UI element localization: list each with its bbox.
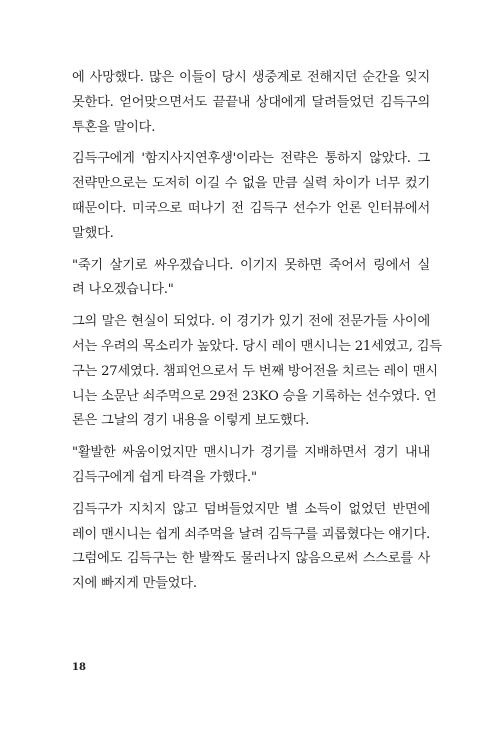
text-line: 못한다. 얻어맞으면서도 끝끝내 상대에게 달려들었던 김득구의 — [72, 94, 430, 110]
text-line: 구는 27세였다. 챔피언으로서 두 번째 방어전을 치르는 레이 맨시 — [72, 363, 438, 379]
text-line: 김득구가 지치지 않고 덤벼들었지만 별 소득이 없었던 반면에 — [72, 501, 430, 517]
page-number: 18 — [72, 662, 86, 673]
text-line: "죽기 살기로 싸우겠습니다. 이기지 못하면 죽어서 링에서 실 — [72, 257, 430, 273]
text-line: 전략만으로는 도저히 이길 수 없을 만큼 실력 차이가 너무 컸기 — [72, 176, 430, 192]
text-line: 그의 말은 현실이 되었다. 이 경기가 있기 전에 전문가들 사이에 — [72, 314, 430, 330]
text-line: 때문이다. 미국으로 떠나기 전 김득구 선수가 언론 인터뷰에서 — [72, 200, 430, 216]
text-line: 말했다. — [72, 225, 114, 241]
text-line: 그럼에도 김득구는 한 발짝도 물러나지 않음으로써 스스로를 사 — [72, 551, 430, 567]
text-line: 김득구에게 '함지사지연후생'이라는 전략은 통하지 않았다. 그 — [72, 151, 430, 167]
text-line: 레이 맨시니는 쉽게 쇠주먹을 날려 김득구를 괴롭혔다는 얘기다. — [72, 526, 430, 542]
text-line: 에 사망했다. 많은 이들이 당시 생중계로 전해지던 순간을 잊지 — [72, 70, 430, 85]
text-line: 서는 우려의 목소리가 높았다. 당시 레이 맨시니는 21세였고, 김득 — [72, 338, 442, 354]
text-line: 투혼을 말이다. — [72, 119, 156, 135]
text-line: 론은 그날의 경기 내용을 이렇게 보도했다. — [72, 413, 310, 429]
text-line: "활발한 싸움이었지만 맨시니가 경기를 지배하면서 경기 내내 — [72, 445, 430, 461]
text-line: 려 나오겠습니다." — [72, 282, 174, 298]
text-line: 니는 소문난 쇠주먹으로 29전 23KO 승을 기록하는 선수였다. 언 — [72, 388, 437, 404]
text-line: 김득구에게 쉽게 타격을 가했다." — [72, 469, 257, 485]
body-text — [72, 66, 442, 597]
text-line: 지에 빠지게 만들었다. — [72, 576, 197, 592]
